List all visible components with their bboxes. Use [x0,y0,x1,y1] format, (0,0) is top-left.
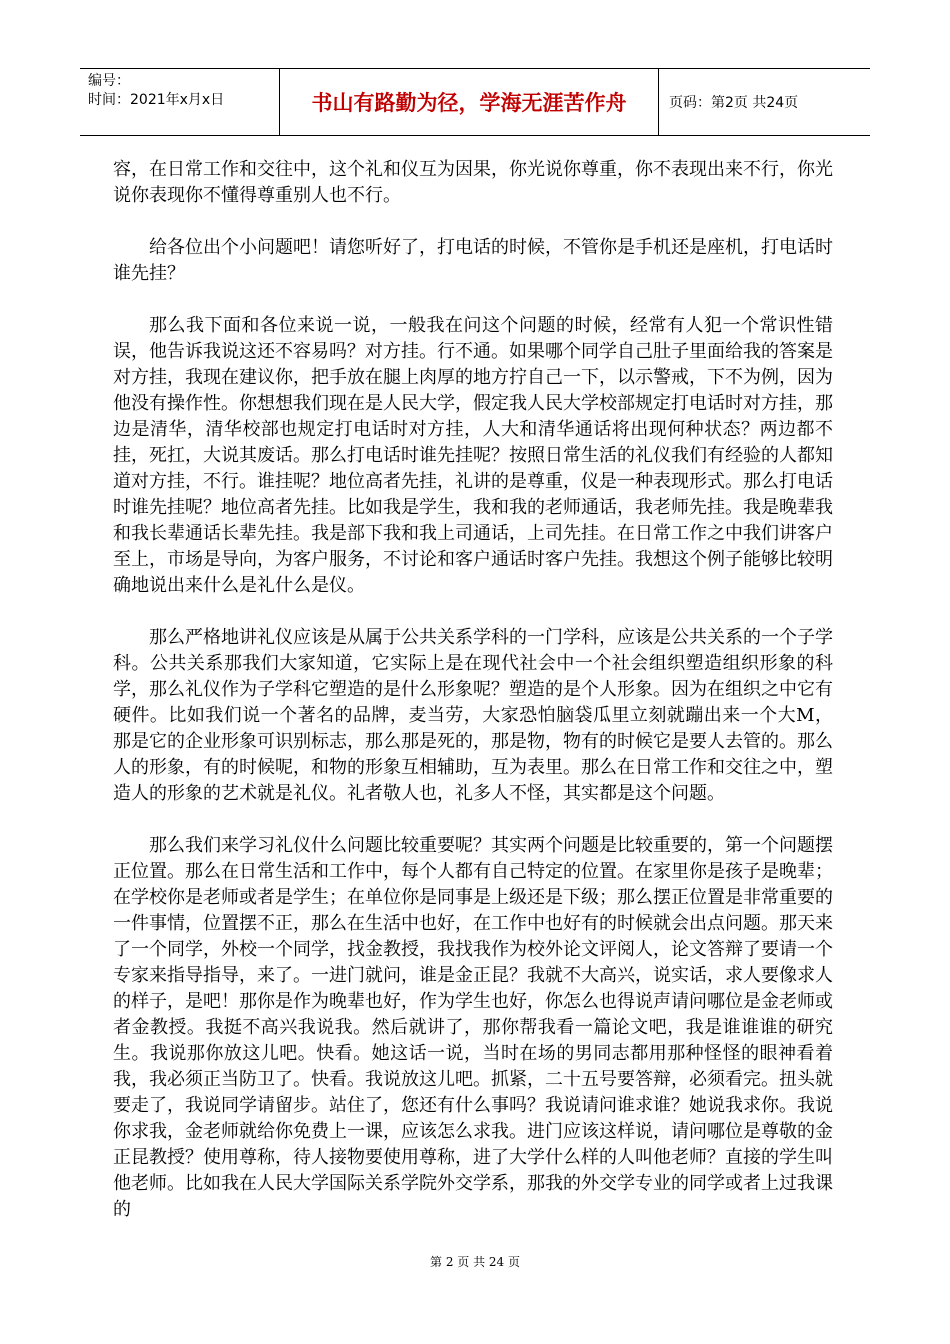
document-time-label: 时间：2021年x月x日 [88,92,225,108]
paragraph-1: 容，在日常工作和交往中，这个礼和仪互为因果，你光说你尊重，你不表现出来不行，你光说你表现你不懂得尊重别人也不行。 [113,159,833,206]
paragraph-5: 那么我们来学习礼仪什么问题比较重要呢？其实两个问题是比较重要的，第一个问题摆正位置。那么在日常生活和工作中，每个人都有自己特定的位置。在家里你是孩子是晚辈；在学校你是老师或者是学生；在单位你是同事是上级还是下级；那么摆正位置是非常重要的一件事情，位置摆不正，那么在生活中也好，在工作中也好有的时候就会出点问题。那天来了一个同学，外校一个同学，找金教授，我找我作为校外论文评阅人，论文答辩了要请一个专家来指导指导，来了。一进门就问，谁是金正昆？我就不大高兴，说实话，求人要像求人的样子，是吧！那你是作为晚辈也好，作为学生也好，你怎么也得说声请问哪位是金老师或者金教授。我挺不高兴我说我。然后就讲了，那你帮我看一篇论文吧，我是谁谁谁的研究生。我说那你放这儿吧。快看。她这话一说，当时在场的男同志都用那种怪怪的眼神看着我，我必须正当防卫了。快看。我说放这儿吧。抓紧，二十五号要答辩，必须看完。扭头就要走了，我说同学请留步。站住了，您还有什么事吗？我说请问谁求谁？她说我求你。我说你求我，金老师就给你免费上一课，应该怎么求我。进门应该这样说，请问哪位是尊敬的金正昆教授？使用尊称，待人接物要使用尊称，进了大学什么样的人叫他老师？直接的学生叫他老师。比如我在人民大学国际关系学院外交学系，那我的外交学专业的同学或者上过我课的 [113,835,833,1220]
document-number-label: 编号： [88,73,130,89]
paragraph-3: 那么我下面和各位来说一说，一般我在问这个问题的时候，经常有人犯一个常识性错误，他告诉我说这还不容易吗？对方挂。行不通。如果哪个同学自己肚子里面给我的答案是对方挂，我现在建议你，把手放在腿上肉厚的地方拧自己一下，以示警戒，下不为例，因为他没有操作性。你想想我们现在是人民大学，假定我人民大学校部规定打电话时对方挂，那边是清华，清华校部也规定打电话时对方挂，人大和清华通话将出现何种状态？两边都不挂，死扛，大说其废话。那么打电话时谁先挂呢？按照日常生活的礼仪我们有经验的人都知道对方挂，不行。谁挂呢？地位高者先挂，礼讲的是尊重，仪是一种表现形式。那么打电话时谁先挂呢？地位高者先挂。比如我是学生，我和我的老师通话，我老师先挂。我是晚辈我和我长辈通话长辈先挂。我是部下我和我上司通话，上司先挂。在日常工作之中我们讲客户至上，市场是导向，为客户服务，不讨论和客户通话时客户先挂。我想这个例子能够比较明确地说出来什么是礼什么是仪。 [113,315,833,596]
page-footer: 第 2 页 共 24 页 [430,1255,520,1269]
paragraph-2: 给各位出个小问题吧！请您听好了，打电话的时候，不管你是手机还是座机，打电话时谁先挂？ [113,237,833,284]
document-body [113,157,833,1249]
paragraph-4: 那么严格地讲礼仪应该是从属于公共关系学科的一门学科，应该是公共关系的一个子学科。公共关系那我们大家知道，它实际上是在现代社会中一个社会组织塑造组织形象的科学，那么礼仪作为子学科它塑造的是什么形象呢？塑造的是个人形象。因为在组织之中它有硬件。比如我们说一个著名的品牌，麦当劳，大家恐怕脑袋瓜里立刻就蹦出来一个大M，那是它的企业形象可识别标志，那么那是死的，那是物，物有的时候它是要人去管的。那么人的形象，有的时候呢，和物的形象互相辅助，互为表里。那么在日常工作和交往之中，塑造人的形象的艺术就是礼仪。礼者敬人也，礼多人不怪，其实都是这个问题。 [113,627,833,804]
header-left-cell [80,69,280,135]
page-header [80,68,870,136]
header-page-info: 页码：第2页 共24页 [669,95,799,111]
header-motto: 书山有路勤为径，学海无涯苦作舟 [280,69,659,135]
